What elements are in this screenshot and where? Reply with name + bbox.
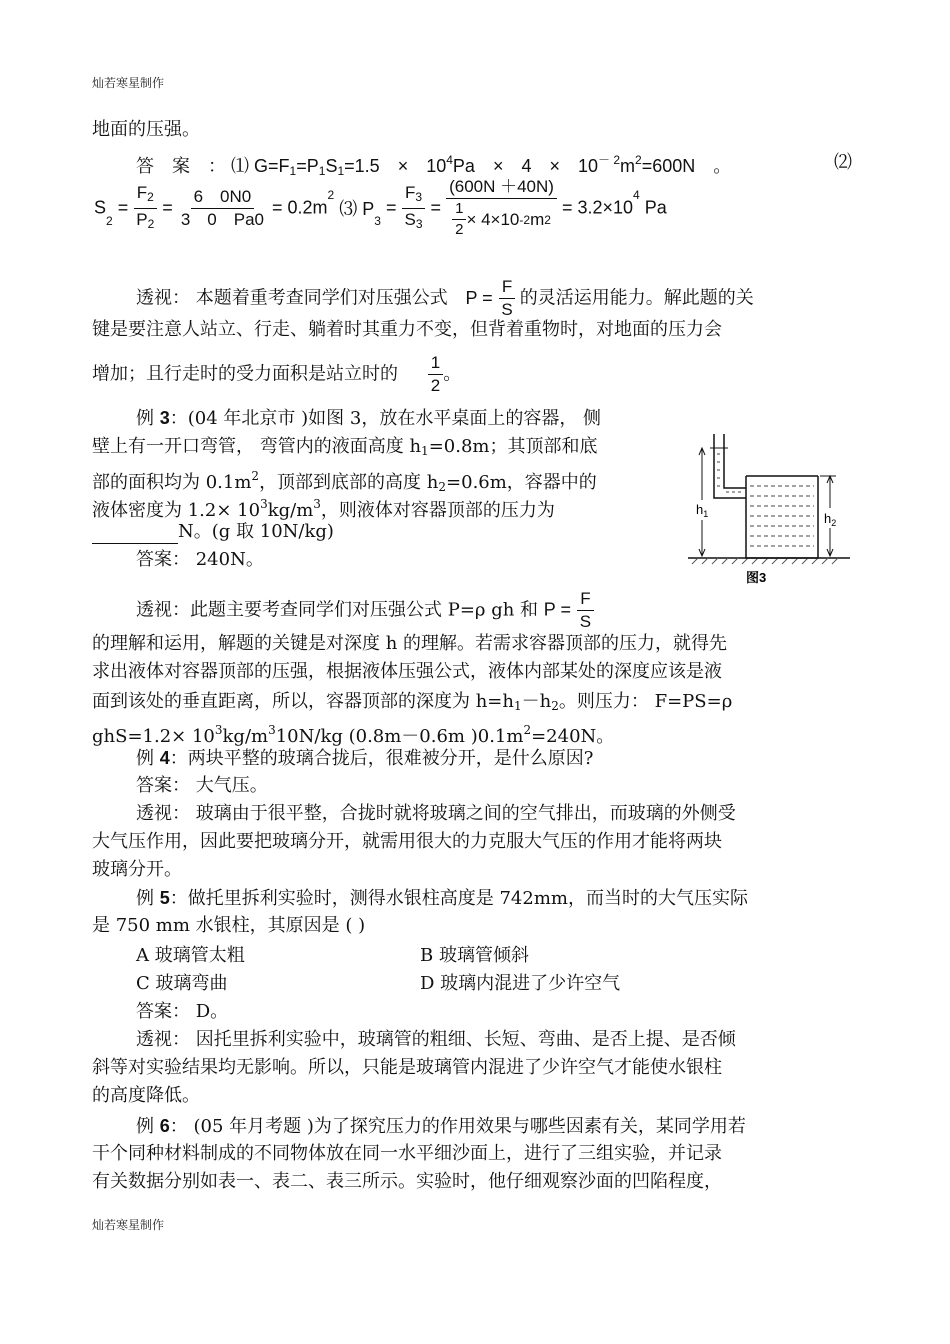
fraction: $\frac{F_3}{S_3}$ bbox=[402, 182, 426, 235]
formula-part: S bbox=[94, 197, 107, 218]
text-line: N。(g 取 10N/kg) bbox=[92, 520, 334, 544]
fraction: $\frac{1}{2}$ bbox=[428, 352, 443, 397]
text-line: 求出液体对容器顶部的压强，根据液体压强公式，液体内部某处的深度应该是液 bbox=[92, 661, 722, 682]
example-5-title: 例 5：做托里拆利实验时，测得水银柱高度是 742mm，而当时的大气压实际 bbox=[136, 888, 748, 909]
page-header: 灿若寒星制作 bbox=[92, 76, 165, 90]
text-line: 液体密度为 $1.2\times 10^3kg/m^3$，则液体对容器顶部的压力为 bbox=[92, 497, 555, 521]
formula-part: =1.5 × 10 bbox=[344, 156, 447, 176]
formula-part: m bbox=[620, 156, 636, 176]
answer-2-line: 答 案 ： ⑴ $G=F_1=P_1S_1=1.5$ × $10^4Pa$ × 4 × $10^{- 2}m^2=600N$ 。 bbox=[136, 153, 732, 178]
text-line: 的高度降低。 bbox=[92, 1085, 200, 1106]
text-line: 地面的压强。 bbox=[92, 119, 200, 140]
analysis-3-line: 透视：此题主要考查同学们对压强公式 P=ρ gh 和 P = $\frac{F}{S}$ bbox=[136, 588, 594, 633]
figure-caption: 图3 bbox=[746, 570, 767, 585]
fraction: $\frac{F}{S}$ bbox=[498, 276, 515, 321]
text-line: $ghS=1.2\times 10^3kg/m^310N/kg$ (0.8m－0.6m )$0.1m^2=240N$。 bbox=[92, 723, 615, 747]
answer-5: 答案： D。 bbox=[136, 1001, 229, 1022]
formula-part: = 3.2×10 bbox=[561, 197, 634, 218]
option-a: A 玻璃管太粗 bbox=[136, 945, 245, 966]
text-line: 壁上有一开口弯管， 弯管内的液面高度 $h_1=0.8m$；其顶部和底 bbox=[92, 436, 598, 458]
text-line: 透视： 因托里拆利实验中，玻璃管的粗细、长短、弯曲、是否上提、是否倾 bbox=[136, 1029, 736, 1050]
text-line: 面到该处的垂直距离，所以，容器顶部的深度为 $h=h_1-h_2$。则压力： F=PS=ρ bbox=[92, 691, 733, 713]
text-line: 有关数据分别如表一、表二、表三所示。实验时，他仔细观察沙面的凹陷程度， bbox=[92, 1171, 722, 1192]
example-3-title: 例 3：(04 年北京市 )如图 3，放在水平桌面上的容器， 侧 bbox=[136, 408, 602, 429]
s2-equation: $S_2$ = $\frac{F_2}{P_2}$ = $\frac{6 0N0}{3 0 Pa0}$ = $0.2m^2$ ⑶ $P_3$ = $\frac{F_3}{S_3}$ = (600N ＋40N) $\frac{1}{2}$ × 4×10 -2 m 2 = $3.2\times 10^4$ Pa bbox=[94, 177, 667, 238]
fraction: $\frac{F_2}{P_2}$ bbox=[133, 182, 157, 235]
text-line: 增加；且行走时的受力面积是站立时的 $\frac{1}{2}$ 。 bbox=[92, 353, 462, 395]
formula-part: =600N 。 bbox=[641, 156, 732, 176]
text-line: 是 750 mm 水银柱，其原因是 ( ) bbox=[92, 915, 366, 936]
formula-part: Pa bbox=[644, 197, 667, 218]
text-line: 透视： 玻璃由于很平整，合拢时就将玻璃之间的空气排出，而玻璃的外侧受 bbox=[136, 803, 736, 824]
text-line: 的理解和运用，解题的关键是对深度 h 的理解。若需求容器顶部的压力，就得先 bbox=[92, 633, 728, 654]
text-line: 斜等对实验结果均无影响。所以，只能是玻璃管内混进了少许空气才能使水银柱 bbox=[92, 1057, 722, 1078]
figure-3-container-diagram bbox=[684, 428, 854, 586]
formula-part: ⑶ P bbox=[339, 199, 375, 219]
formula-part: S bbox=[325, 156, 338, 176]
answer-label: 答 案 ： bbox=[136, 156, 226, 176]
paren-number: ⑴ bbox=[231, 156, 250, 176]
option-c: C 玻璃弯曲 bbox=[136, 973, 228, 994]
svg-text:h2: $h_2$ bbox=[824, 511, 837, 528]
answer-4: 答案： 大气压。 bbox=[136, 775, 268, 796]
text-line: 干个同种材料制成的不同物体放在同一水平细沙面上，进行了三组实验，并记录 bbox=[92, 1143, 722, 1164]
svg-text:h1: $h_1$ bbox=[696, 502, 709, 519]
fraction: $\frac{F}{S}$ bbox=[577, 588, 594, 633]
formula-part: G=F bbox=[254, 156, 290, 176]
paren-number: ⑵ bbox=[834, 152, 852, 172]
formula-part: Pa × 4 × 10 bbox=[452, 156, 598, 176]
formula-part: =P bbox=[296, 156, 319, 176]
example-6-title: 例 6： (05 年月考题 )为了探究压力的作用效果与哪些因素有关，某同学用若 bbox=[136, 1116, 746, 1137]
formula-part: = 0.2m bbox=[272, 197, 328, 218]
text-line: 玻璃分开。 bbox=[92, 859, 182, 880]
answer-3: 答案： 240N。 bbox=[136, 549, 264, 570]
option-d: D 玻璃内混进了少许空气 bbox=[420, 973, 621, 994]
analysis-2-line: 透视： 本题着重考查同学们对压强公式 P = $\frac{F}{S}$ 的灵活运用能力。解此题的关 bbox=[136, 277, 754, 319]
text-line: 部的面积均为 $0.1m^2$，顶部到底部的高度 $h_2=0.6m$，容器中的 bbox=[92, 469, 597, 494]
answer-blank bbox=[92, 525, 178, 544]
fraction: (600N ＋40N) $\frac{1}{2}$ × 4×10 -2 m 2 bbox=[446, 176, 557, 240]
fraction: $\frac{6 0N0}{3 0 Pa0}$ bbox=[180, 186, 264, 229]
option-b: B 玻璃管倾斜 bbox=[420, 945, 529, 966]
text-line: 键是要注意人站立、行走、躺着时其重力不变，但背着重物时，对地面的压力会 bbox=[92, 319, 722, 340]
text-line: 大气压作用，因此要把玻璃分开，就需用很大的力克服大气压的作用才能将两块 bbox=[92, 831, 722, 852]
page-footer: 灿若寒星制作 bbox=[92, 1218, 165, 1232]
example-4-title: 例 4：两块平整的玻璃合拢后，很难被分开，是什么原因? bbox=[136, 748, 594, 769]
